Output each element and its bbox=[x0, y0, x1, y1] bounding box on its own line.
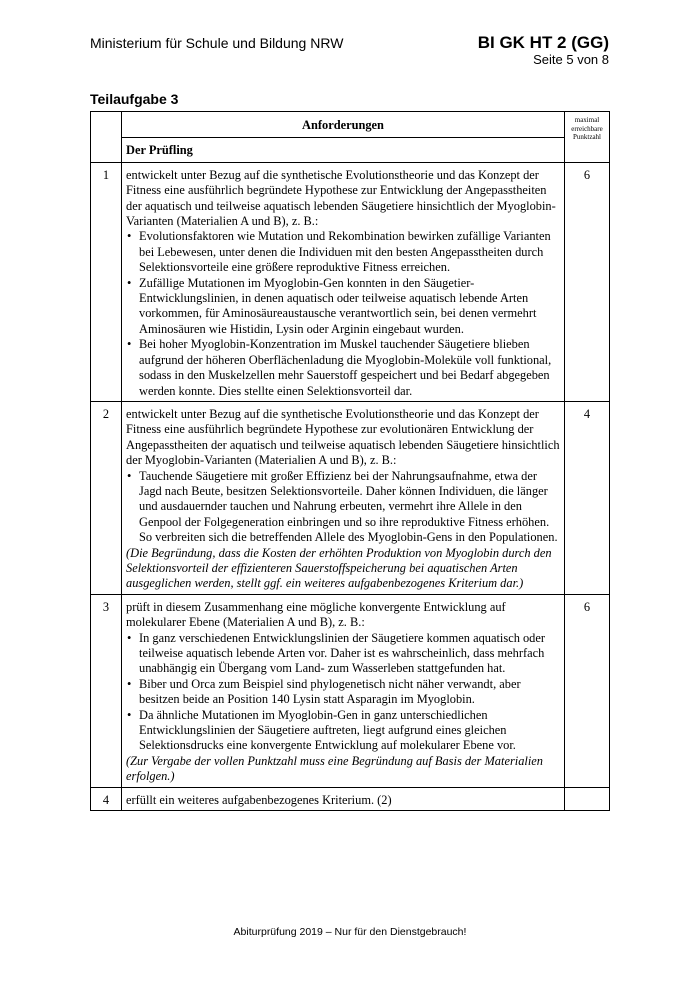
header-num-cell bbox=[91, 112, 122, 163]
page-number: Seite 5 von 8 bbox=[533, 52, 609, 67]
table-header-row bbox=[91, 112, 610, 163]
table-body bbox=[91, 162, 610, 810]
points-cell: 6 bbox=[565, 162, 610, 401]
example-list bbox=[126, 469, 560, 546]
requirement-intro: entwickelt unter Bezug auf die synthetische Evolutionstheorie und das Konzept der Fitness eine ausführlich begründete Hypothese zur Entwicklung der Angepasstheiten der aquatisch und teilweise aquatisch lebenden Säugetiere hinsichtlich der Myoglobin-Varianten (Materialien A und B), z. B.: bbox=[126, 167, 556, 229]
examinee-heading: Der Prüfling bbox=[122, 137, 564, 161]
table-row bbox=[91, 594, 610, 787]
requirement-cell bbox=[122, 162, 565, 401]
row-number: 1 bbox=[91, 162, 122, 401]
exam-code: BI GK HT 2 (GG) bbox=[477, 33, 609, 52]
points-cell: 6 bbox=[565, 594, 610, 787]
table-row bbox=[91, 162, 610, 401]
footer-note: Abiturprüfung 2019 – Nur für den Dienstgebrauch! bbox=[233, 926, 467, 938]
requirement-intro: prüft in diesem Zusammenhang eine mögliche konvergente Entwicklung auf molekularer Ebene (Materialien A und B), z. B.: bbox=[126, 599, 506, 630]
requirement-intro: erfüllt ein weiteres aufgabenbezogenes Kriterium. (2) bbox=[126, 792, 392, 807]
requirement-note: (Zur Vergabe der vollen Punktzahl muss eine Begründung auf Basis der Materialien erfolgen.) bbox=[126, 753, 543, 784]
subtask-title: Teilaufgabe 3 bbox=[90, 91, 179, 107]
requirement-intro: entwickelt unter Bezug auf die synthetische Evolutionstheorie und das Konzept der Fitness eine ausführlich begründete Hypothese zur evolutionären Entwicklung der Angepasstheiten der aquatisch und teilweise aquatisch lebenden Säugetiere hinsichtlich der Myoglobin-Varianten (Materialien A und B), z. B.: bbox=[126, 406, 560, 468]
example-list bbox=[126, 229, 560, 398]
row-number: 2 bbox=[91, 401, 122, 594]
list-item: • Biber und Orca zum Beispiel sind phylogenetisch nicht näher verwandt, aber besitzen beide an Position 140 Lysin statt Asparagin im Myoglobin. bbox=[126, 677, 560, 708]
requirement-cell bbox=[122, 594, 565, 787]
list-item: • Bei hoher Myoglobin-Konzentration im Muskel tauchender Säugetiere blieben aufgrund der höheren Oberflächenladung die Myoglobin-Moleküle voll funktional, sodass in den Muskelzellen mehr Sauerstoff gespeichert und bei Bedarf abgegeben werden konnte. Dies stellte einen Selektionsvorteil dar. bbox=[126, 337, 560, 399]
row-number: 4 bbox=[91, 787, 122, 810]
max-points-heading: maximal erreichbare Punktzahl bbox=[565, 112, 610, 163]
requirement-cell bbox=[122, 787, 565, 810]
header-requirements-cell bbox=[122, 112, 565, 163]
grading-table-container bbox=[90, 111, 609, 811]
document-header bbox=[478, 33, 609, 67]
requirement-cell bbox=[122, 401, 565, 594]
table-row bbox=[91, 787, 610, 810]
points-cell bbox=[565, 787, 610, 810]
list-item: • Tauchende Säugetiere mit großer Effizienz bei der Nahrungsaufnahme, etwa der Jagd nach Beute, besitzen Selektionsvorteile. Daher können Individuen, die länger und ausdauernder tauchen und Nahrung erbeuten, vermehrt ihre Allele in den Genpool der Folgegeneration einbringen und so ihre reproduktive Fitness erhöhen. So verbreiten sich die betreffenden Allele des Myoglobin-Gens in den Populationen. bbox=[126, 469, 560, 546]
list-item: • Evolutionsfaktoren wie Mutation und Rekombination bewirken zufällige Varianten bei Lebewesen, unter denen die Individuen mit den besten Angepasstheiten durch Selektionsvorteile eine größere reproduktive Fitness erreichen. bbox=[126, 229, 560, 275]
points-cell: 4 bbox=[565, 401, 610, 594]
requirement-note: (Die Begründung, dass die Kosten der erhöhten Produktion von Myoglobin durch den Selektionsvorteil der effizienteren Sauerstoffspeicherung bei aquatischen Arten ausgeglichen werden, stellt ggf. ein weiteres aufgabenbezogenes Kriterium dar.) bbox=[126, 545, 552, 591]
example-list bbox=[126, 631, 560, 754]
grading-table bbox=[90, 111, 610, 811]
row-number: 3 bbox=[91, 594, 122, 787]
list-item: • Da ähnliche Mutationen im Myoglobin-Gen in ganz unterschiedlichen Entwicklungslinien der Säugetiere auftreten, liegt aufgrund eines gleichen Selektionsdrucks eine konvergente Entwicklung auf molekularer Ebene vor. bbox=[126, 708, 560, 754]
ministry-name: Ministerium für Schule und Bildung NRW bbox=[90, 35, 344, 51]
list-item: • Zufällige Mutationen im Myoglobin-Gen konnten in den Säugetier-Entwicklungslinien, in denen aquatisch oder teilweise aquatisch lebende Arten vorkommen, für Aminosäureaustausche verantwortlich sein, bei denen vermehrt Aminosäuren wie Histidin, Lysin oder Arginin eingebaut wurden. bbox=[126, 276, 560, 338]
requirements-heading: Anforderungen bbox=[302, 118, 384, 132]
table-row bbox=[91, 401, 610, 594]
list-item: • In ganz verschiedenen Entwicklungslinien der Säugetiere kommen aquatisch oder teilweise aquatisch lebende Arten vor. Daher ist es wahrscheinlich, dass mehrfach unabhängig ein Übergang vom Land- zum Wasserleben stattgefunden hat. bbox=[126, 631, 560, 677]
